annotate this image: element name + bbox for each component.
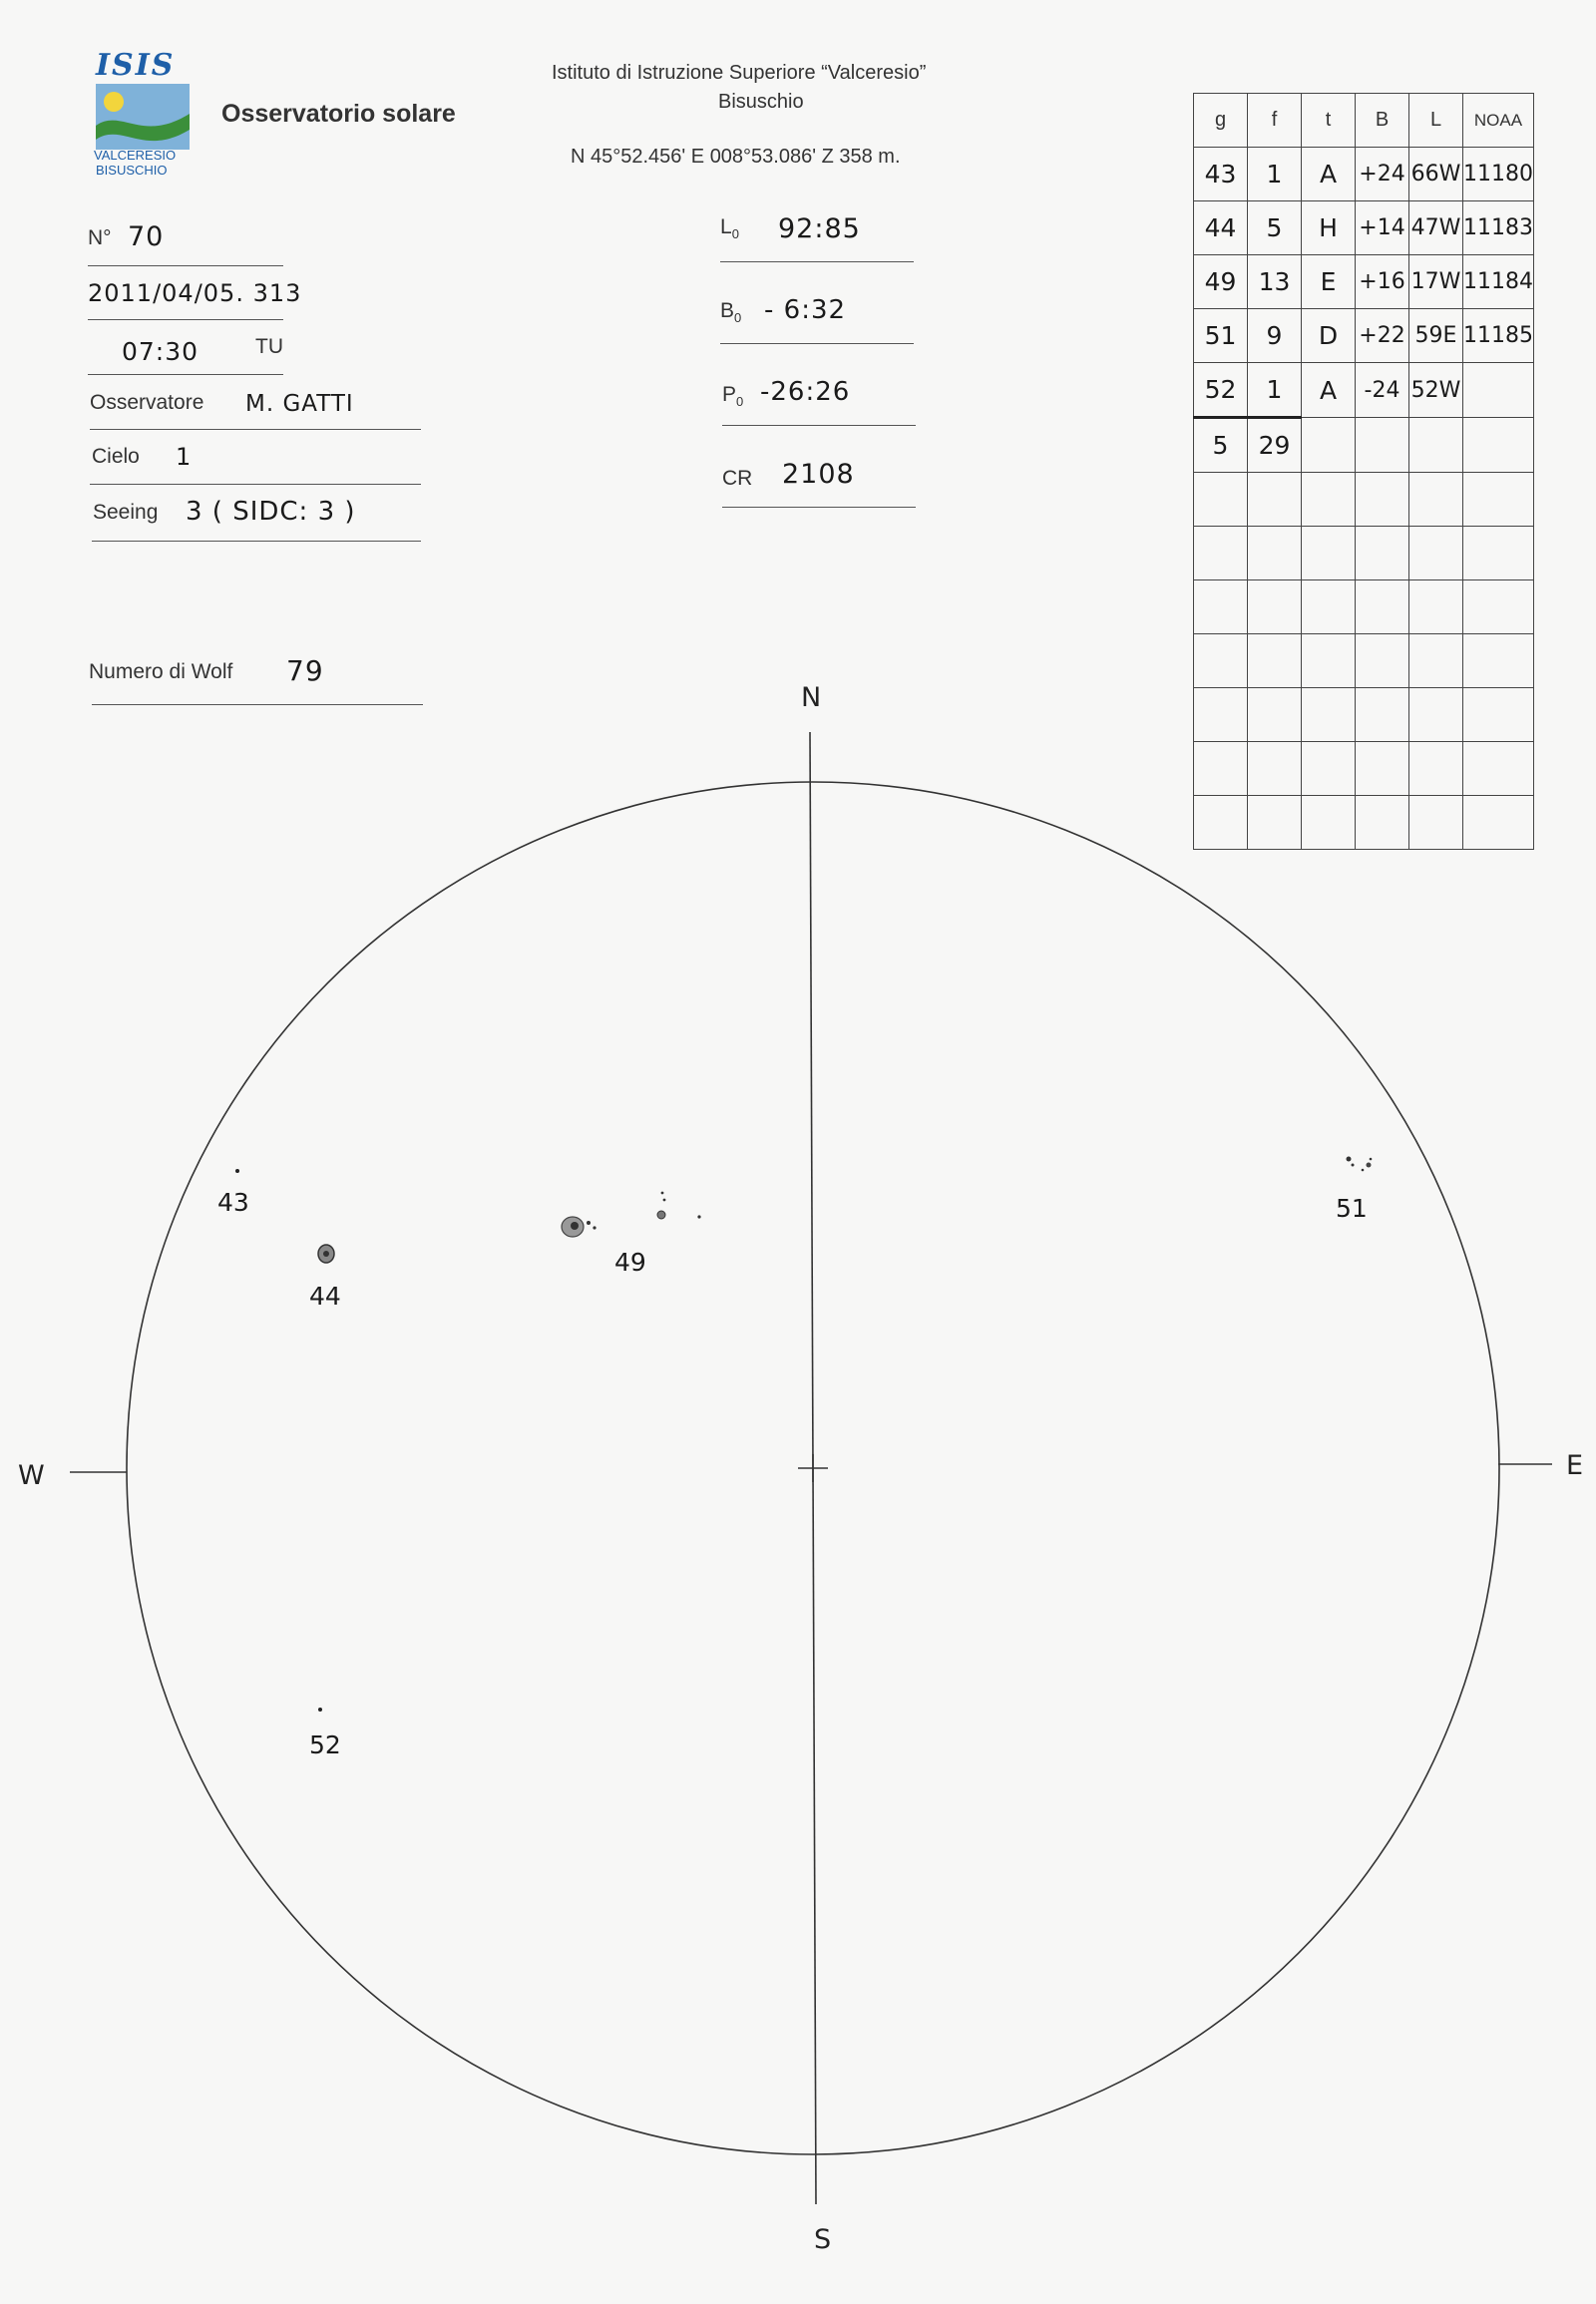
wolf-number-label: Numero di Wolf [89, 660, 233, 683]
east-label: E [1566, 1450, 1584, 1481]
observer-label: Osservatore [90, 391, 204, 414]
seeing-label: Seeing [93, 501, 159, 524]
b0-value: - 6:32 [764, 295, 847, 325]
table-cell: D [1302, 309, 1356, 363]
record-number: 70 [128, 221, 165, 252]
observatory-coordinates: N 45°52.456' E 008°53.086' Z 358 m. [571, 146, 901, 168]
table-cell: +24 [1356, 148, 1409, 201]
table-cell: 52W [1409, 363, 1463, 418]
table-cell: 51 [1194, 309, 1248, 363]
logo-text: ISIS [96, 48, 176, 83]
sunspot [587, 1221, 591, 1225]
sunspot [1367, 1163, 1372, 1168]
table-cell: 17W [1409, 255, 1463, 309]
observatory-title: Osservatorio solare [221, 100, 456, 128]
sunspot-umbra [571, 1222, 579, 1230]
group-label: 44 [309, 1282, 341, 1311]
sunspot-umbra [323, 1251, 329, 1257]
sunspot [318, 1708, 322, 1712]
sunspot [697, 1215, 700, 1218]
header-t: t [1302, 94, 1356, 148]
table-cell: A [1302, 363, 1356, 418]
header-l: L [1409, 94, 1463, 148]
table-cell: 11184 [1463, 255, 1534, 309]
group-label: 49 [614, 1248, 646, 1277]
south-label: S [814, 2224, 832, 2255]
carrington-rotation: 2108 [782, 459, 855, 490]
sunspot [663, 1199, 666, 1202]
table-cell: 5 [1194, 418, 1248, 473]
sunspot [1347, 1157, 1352, 1162]
table-cell: E [1302, 255, 1356, 309]
table-cell: 5 [1248, 201, 1302, 255]
table-cell: 49 [1194, 255, 1248, 309]
table-cell: H [1302, 201, 1356, 255]
table-cell: +14 [1356, 201, 1409, 255]
table-cell: 43 [1194, 148, 1248, 201]
sky-label: Cielo [92, 445, 140, 468]
sunspot [1362, 1169, 1365, 1172]
p0-value: -26:26 [760, 377, 851, 407]
sunspot [235, 1169, 239, 1173]
seeing-value: 3 ( SIDC: 3 ) [186, 497, 356, 527]
table-cell: 29 [1248, 418, 1302, 473]
table-cell: 13 [1248, 255, 1302, 309]
group-label: 43 [217, 1188, 249, 1217]
sunspot [593, 1226, 596, 1229]
sky-value: 1 [176, 443, 193, 471]
observation-date: 2011/04/05. 313 [88, 279, 302, 307]
school-name: Istituto di Istruzione Superiore “Valceresio” [552, 62, 927, 84]
table-cell: 47W [1409, 201, 1463, 255]
header-f: f [1248, 94, 1302, 148]
p0-label: $P_0$ [722, 383, 744, 410]
table-cell: 11183 [1463, 201, 1534, 255]
town-name: Bisuschio [718, 91, 804, 113]
header-g: g [1194, 94, 1248, 148]
sunspot [1352, 1164, 1355, 1167]
table-cell: 1 [1248, 148, 1302, 201]
table-cell: 9 [1248, 309, 1302, 363]
logo-caption: BISUSCHIO [96, 163, 168, 178]
header-b: B [1356, 94, 1409, 148]
sunspot [1370, 1158, 1373, 1161]
table-cell: 11185 [1463, 309, 1534, 363]
b0-label: $B_0$ [720, 299, 742, 326]
table-cell: -24 [1356, 363, 1409, 418]
observer-name: M. GATTI [245, 391, 354, 417]
time-unit: TU [255, 335, 283, 358]
logo-caption: VALCERESIO [94, 148, 177, 163]
sunspot [657, 1211, 665, 1219]
table-cell: +22 [1356, 309, 1409, 363]
l0-label: $L_0$ [720, 215, 739, 242]
l0-value: 92:85 [778, 213, 861, 244]
observation-time: 07:30 [122, 337, 200, 366]
cr-label: CR [722, 467, 753, 490]
group-label: 51 [1336, 1194, 1368, 1223]
header-noaa: NOAA [1463, 94, 1534, 148]
sunspot [661, 1192, 664, 1195]
table-cell: 1 [1248, 363, 1302, 418]
table-cell: 44 [1194, 201, 1248, 255]
table-cell: 59E [1409, 309, 1463, 363]
number-label: N° [88, 226, 112, 249]
table-cell: 52 [1194, 363, 1248, 418]
west-label: W [18, 1460, 45, 1491]
table-cell: +16 [1356, 255, 1409, 309]
table-cell: A [1302, 148, 1356, 201]
group-label: 52 [309, 1730, 341, 1759]
north-label: N [801, 682, 822, 713]
wolf-number: 79 [286, 654, 324, 687]
table-cell: 11180 [1463, 148, 1534, 201]
table-cell: 66W [1409, 148, 1463, 201]
